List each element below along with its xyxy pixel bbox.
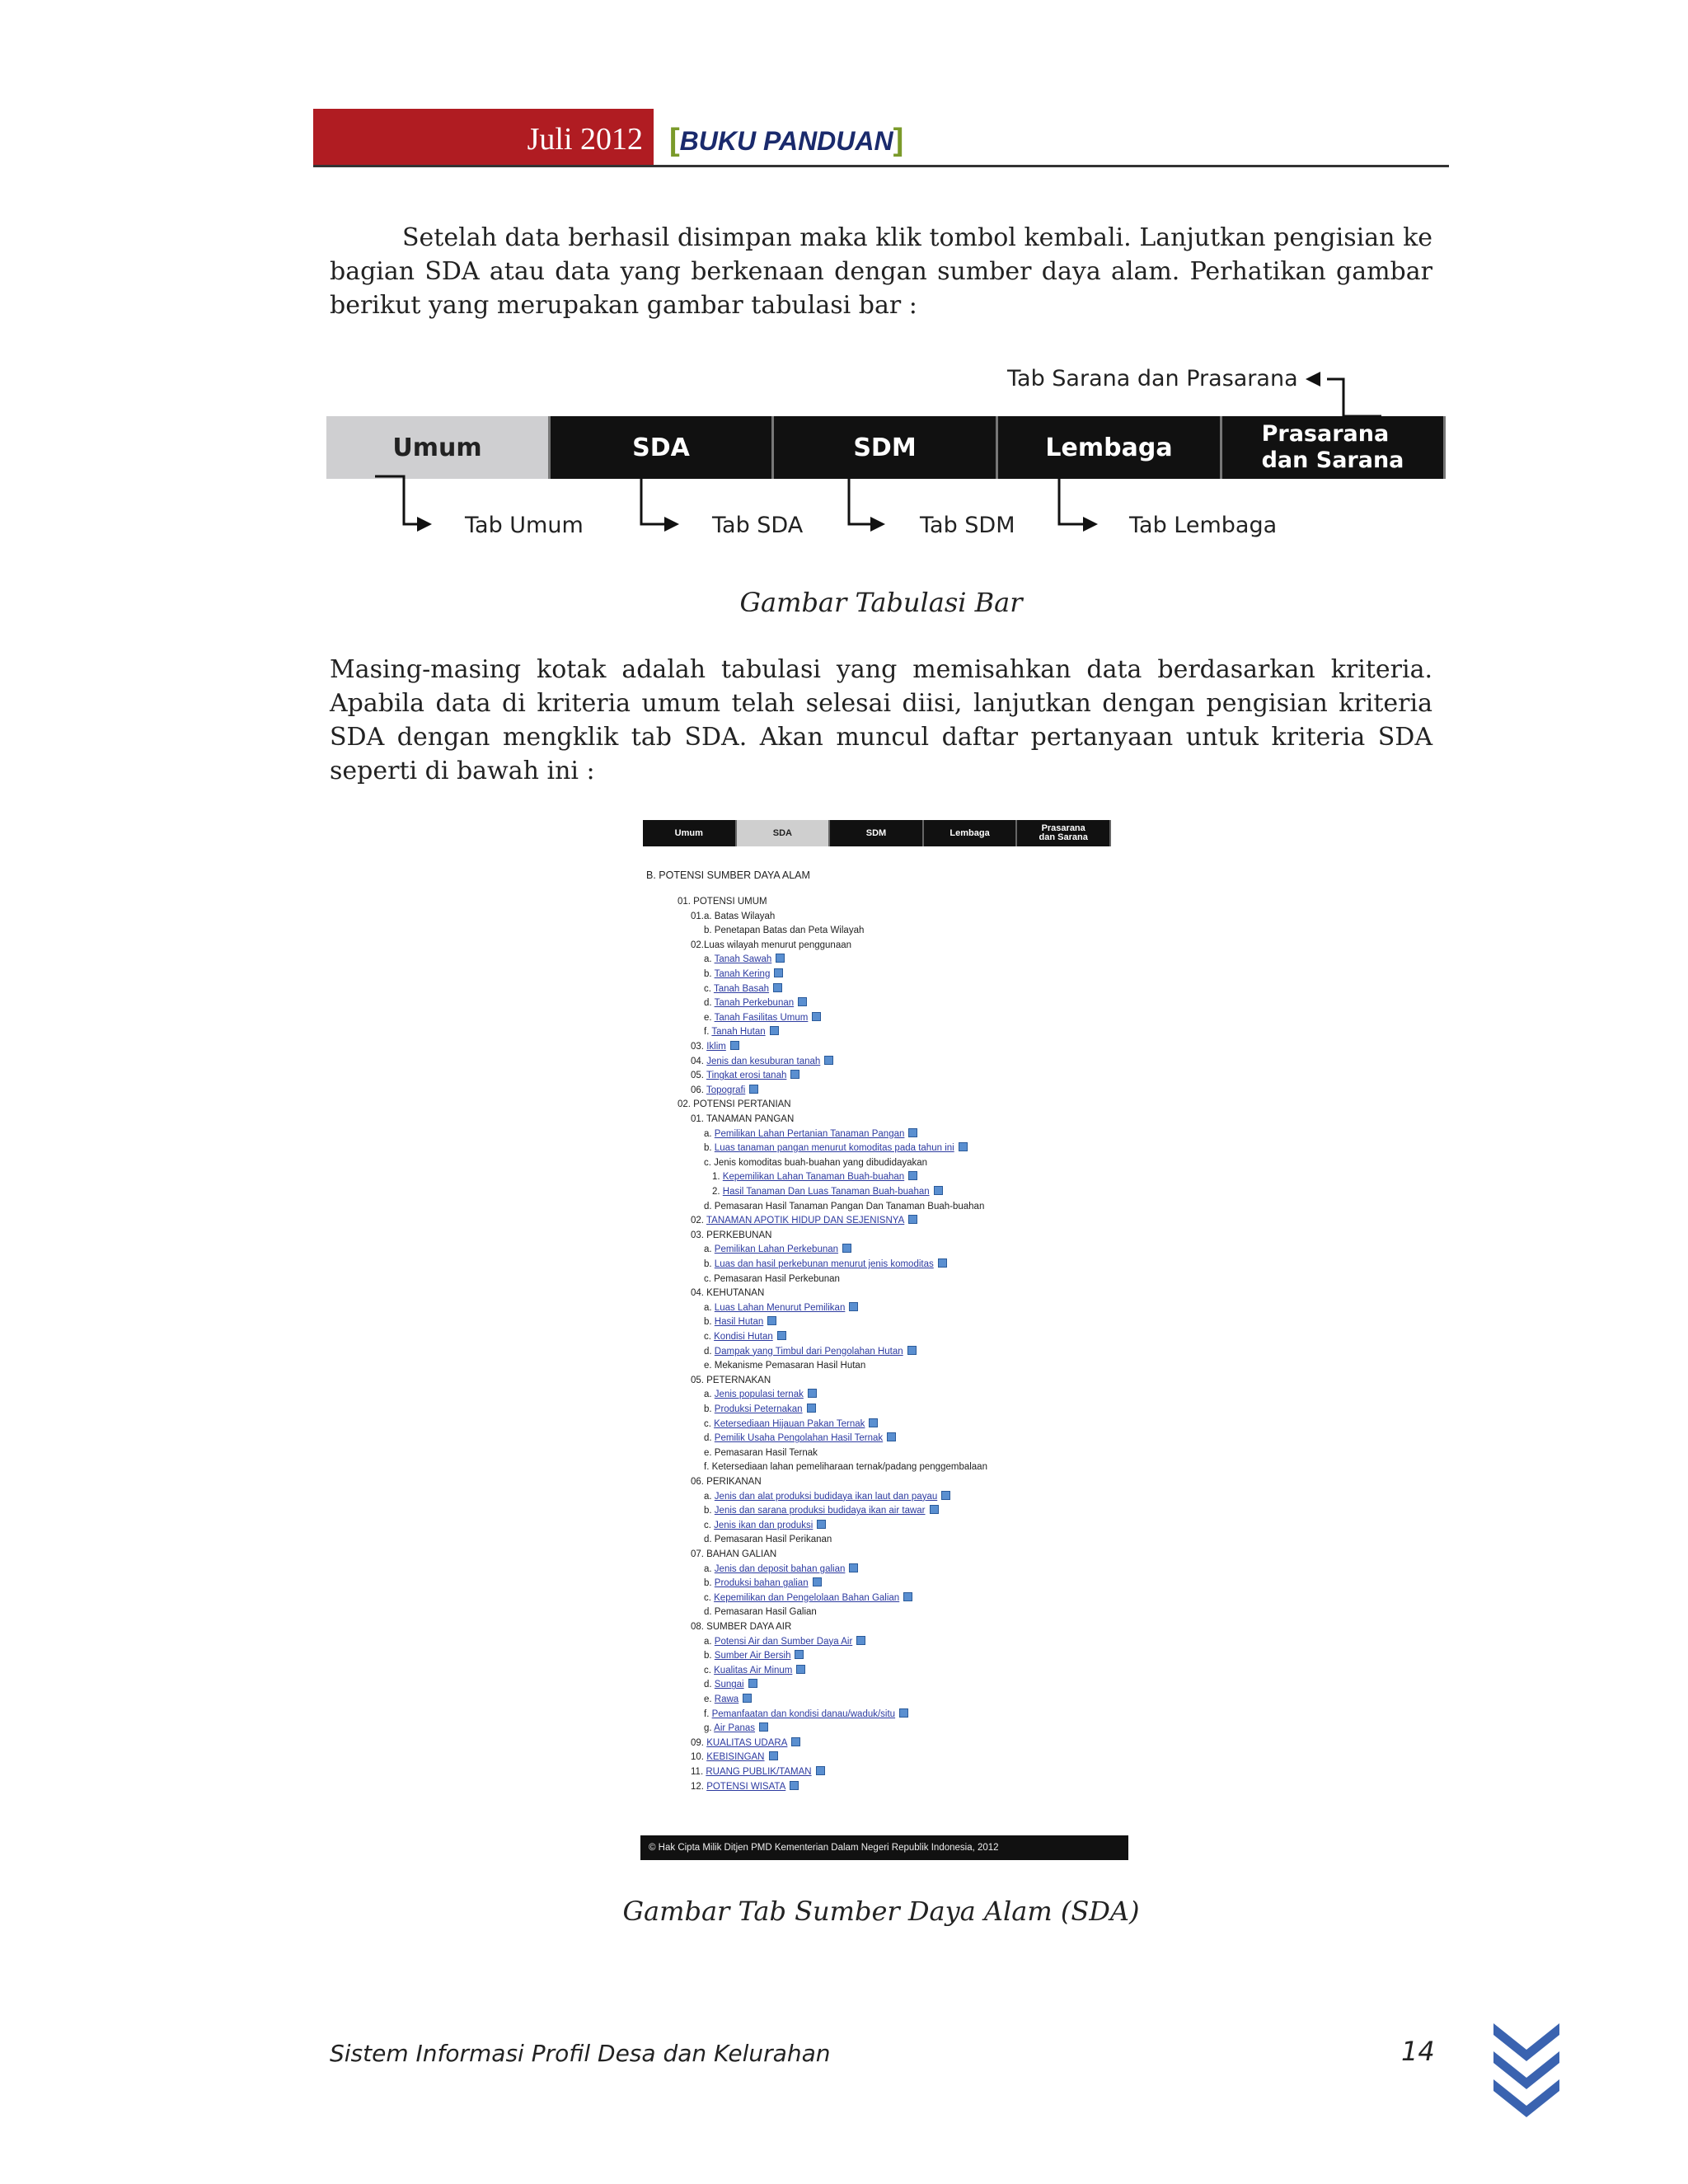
edit-icon[interactable] xyxy=(807,1404,816,1413)
mini-list-item: f. Ketersediaan lahan pemeliharaan ternak/padang penggembalaan xyxy=(704,1462,987,1473)
mini-list-link[interactable]: Tanah Basah xyxy=(713,983,770,994)
mini-list-link[interactable]: Produksi bahan galian xyxy=(714,1578,809,1589)
mini-list-item[interactable]: 04. Jenis dan kesuburan tanah xyxy=(691,1056,833,1067)
mini-list-item[interactable]: a. Jenis dan deposit bahan galian xyxy=(704,1563,858,1575)
mini-list-link[interactable]: Tingkat erosi tanah xyxy=(706,1071,787,1081)
edit-icon[interactable] xyxy=(908,1171,917,1180)
mini-list-link[interactable]: Tanah Hutan xyxy=(711,1027,766,1038)
mini-list-item: 08. SUMBER DAYA AIR xyxy=(691,1622,792,1632)
mini-list-link[interactable]: Jenis populasi ternak xyxy=(714,1390,804,1400)
mini-list-item[interactable]: e. Tanah Fasilitas Umum xyxy=(704,1012,821,1024)
edit-icon[interactable] xyxy=(842,1244,851,1253)
mini-list-item[interactable]: 05. Tingkat erosi tanah xyxy=(691,1070,799,1081)
mini-list-item[interactable]: f. Pemanfaatan dan kondisi danau/waduk/situ xyxy=(704,1708,908,1720)
mini-tab-prasarana: Prasarana dan Sarana xyxy=(1017,820,1111,846)
edit-icon[interactable] xyxy=(869,1418,878,1427)
mini-list-link[interactable]: Jenis dan deposit bahan galian xyxy=(714,1563,846,1574)
mini-list-link[interactable]: Dampak yang Timbul dari Pengolahan Hutan xyxy=(714,1346,903,1357)
mini-tab-sda: SDA xyxy=(737,820,831,846)
caption-tab-bar: Gambar Tabulasi Bar xyxy=(739,587,1023,618)
mini-list-item: 01. POTENSI UMUM xyxy=(678,897,767,907)
edit-icon[interactable] xyxy=(849,1563,858,1572)
callout-sdm: Tab SDM xyxy=(920,513,1015,538)
mini-list-item[interactable]: c. Jenis ikan dan produksi xyxy=(704,1520,826,1531)
tab-sda: SDA xyxy=(551,416,774,479)
mini-list-link[interactable]: Luas tanaman pangan menurut komoditas pada tahun ini xyxy=(714,1143,954,1154)
mini-list-link[interactable]: Luas Lahan Menurut Pemilikan xyxy=(714,1302,846,1313)
edit-icon[interactable] xyxy=(938,1258,947,1268)
callout-arrows xyxy=(0,0,1688,577)
edit-icon[interactable] xyxy=(930,1505,939,1514)
mini-list-link[interactable]: Jenis dan sarana produksi budidaya ikan air tawar xyxy=(714,1506,926,1516)
mini-copyright-bar: © Hak Cipta Milik Ditjen PMD Kementerian Dalam Negeri Republik Indonesia, 2012 xyxy=(640,1835,1128,1860)
edit-icon[interactable] xyxy=(730,1041,739,1050)
edit-icon[interactable] xyxy=(774,968,783,977)
edit-icon[interactable] xyxy=(749,1085,758,1094)
mini-list-link[interactable]: Potensi Air dan Sumber Daya Air xyxy=(714,1636,853,1647)
mini-list-item: 02. POTENSI PERTANIAN xyxy=(678,1099,791,1110)
mini-list-link[interactable]: Jenis ikan dan produksi xyxy=(714,1520,814,1530)
mini-list-link[interactable]: Topografi xyxy=(706,1085,746,1095)
mini-list-item[interactable]: a. Jenis dan alat produksi budidaya ikan laut dan payau xyxy=(704,1491,950,1502)
mini-list-item[interactable]: c. Kepemilikan dan Pengelolaan Bahan Galian xyxy=(704,1592,912,1604)
mini-list-item[interactable]: 12. POTENSI WISATA xyxy=(691,1781,799,1793)
paragraph-intro: Setelah data berhasil disimpan maka klik tombol kembali. Lanjutkan pengisian ke bagian SDA atau data yang berkenaan dengan sumber daya alam. Perhatikan gambar berikut yang merupakan gambar tabulasi bar : xyxy=(330,223,1432,320)
mini-list-link[interactable]: Kualitas Air Minum xyxy=(714,1665,793,1675)
mini-list-item[interactable]: a. Tanah Sawah xyxy=(704,954,785,965)
mini-list-link[interactable]: TANAMAN APOTIK HIDUP DAN SEJENISNYA xyxy=(706,1216,905,1226)
edit-icon[interactable] xyxy=(934,1186,943,1195)
mini-list-item[interactable]: b. Tanah Kering xyxy=(704,968,783,980)
sda-screenshot xyxy=(643,820,1129,1863)
mini-list-item[interactable]: d. Sungai xyxy=(704,1679,757,1690)
mini-list-link[interactable]: POTENSI WISATA xyxy=(706,1781,786,1792)
mini-tab-umum: Umum xyxy=(643,820,737,846)
edit-icon[interactable] xyxy=(887,1432,896,1441)
edit-icon[interactable] xyxy=(908,1128,917,1137)
mini-list-item: 01. TANAMAN PANGAN xyxy=(691,1114,795,1124)
edit-icon[interactable] xyxy=(743,1694,752,1703)
edit-icon[interactable] xyxy=(813,1577,822,1586)
mini-list-item: e. Pemasaran Hasil Ternak xyxy=(704,1447,818,1458)
mini-list-link[interactable]: Kepemilikan Lahan Tanaman Buah-buahan xyxy=(722,1172,905,1183)
mini-heading: B. POTENSI SUMBER DAYA ALAM xyxy=(646,869,810,881)
edit-icon[interactable] xyxy=(759,1722,768,1732)
edit-icon[interactable] xyxy=(769,1751,778,1760)
mini-list-link[interactable]: Sumber Air Bersih xyxy=(714,1651,791,1661)
mini-list-link[interactable]: Pemanfaatan dan kondisi danau/waduk/situ xyxy=(711,1708,896,1719)
mini-list-link[interactable]: Luas dan hasil perkebunan menurut jenis komoditas xyxy=(714,1259,934,1269)
mini-list-link[interactable]: Tanah Sawah xyxy=(714,954,772,965)
mini-list-link[interactable]: Hasil Tanaman Dan Luas Tanaman Buah-buahan xyxy=(722,1187,930,1197)
edit-icon[interactable] xyxy=(798,997,807,1006)
mini-list-item: e. Mekanisme Pemasaran Hasil Hutan xyxy=(704,1361,866,1371)
mini-list-item[interactable]: a. Jenis populasi ternak xyxy=(704,1389,817,1400)
mini-tab-bar xyxy=(643,820,1111,846)
mini-list-link[interactable]: Pemilikan Lahan Perkebunan xyxy=(714,1244,839,1255)
mini-list-link[interactable]: Pemilik Usaha Pengolahan Hasil Ternak xyxy=(714,1433,884,1444)
mini-list-item[interactable]: 06. Topografi xyxy=(691,1085,758,1096)
mini-list-link[interactable]: Kepemilikan dan Pengelolaan Bahan Galian xyxy=(714,1592,900,1603)
mini-list-item: 06. PERIKANAN xyxy=(691,1477,762,1487)
header-title-text: BUKU PANDUAN xyxy=(679,126,893,156)
mini-list-link[interactable]: RUANG PUBLIK/TAMAN xyxy=(706,1767,812,1777)
mini-list-link[interactable]: Hasil Hutan xyxy=(714,1317,764,1328)
callout-lembaga: Tab Lembaga xyxy=(1129,513,1278,538)
mini-list-item[interactable]: c. Kualitas Air Minum xyxy=(704,1665,805,1676)
mini-list-item: b. Penetapan Batas dan Peta Wilayah xyxy=(704,926,865,936)
mini-list-item[interactable]: b. Luas tanaman pangan menurut komoditas pada tahun ini xyxy=(704,1142,968,1154)
edit-icon[interactable] xyxy=(773,983,782,992)
mini-list-item: d. Pemasaran Hasil Perikanan xyxy=(704,1535,832,1545)
mini-list-link[interactable]: Tanah Perkebunan xyxy=(714,998,795,1009)
edit-icon[interactable] xyxy=(776,954,785,963)
edit-icon[interactable] xyxy=(790,1781,799,1790)
mini-list-item[interactable]: 10. KEBISINGAN xyxy=(691,1751,778,1763)
mini-list-item: 04. KEHUTANAN xyxy=(691,1288,765,1299)
edit-icon[interactable] xyxy=(748,1679,757,1688)
edit-icon[interactable] xyxy=(816,1766,825,1775)
mini-list-link[interactable]: Ketersediaan Hijauan Pakan Ternak xyxy=(714,1418,865,1429)
mini-list-item: c. Jenis komoditas buah-buahan yang dibudidayakan xyxy=(704,1157,928,1168)
mini-list-item[interactable]: e. Rawa xyxy=(704,1694,752,1705)
edit-icon[interactable] xyxy=(959,1142,968,1151)
mini-list-item: 03. PERKEBUNAN xyxy=(691,1230,772,1240)
mini-list-link[interactable]: Rawa xyxy=(714,1694,739,1704)
edit-icon[interactable] xyxy=(796,1665,805,1674)
mini-list-item: d. Pemasaran Hasil Galian xyxy=(704,1607,817,1618)
mini-list-item[interactable]: d. Tanah Perkebunan xyxy=(704,997,807,1009)
edit-icon[interactable] xyxy=(903,1592,912,1601)
mini-list-item[interactable]: a. Potensi Air dan Sumber Daya Air xyxy=(704,1636,865,1647)
edit-icon[interactable] xyxy=(849,1302,858,1311)
mini-list-item[interactable]: 09. KUALITAS UDARA xyxy=(691,1737,800,1749)
mini-list-item: 02.Luas wilayah menurut penggunaan xyxy=(691,940,852,950)
edit-icon[interactable] xyxy=(770,1026,779,1035)
edit-icon[interactable] xyxy=(808,1389,817,1398)
mini-list-item[interactable]: 02. TANAMAN APOTIK HIDUP DAN SEJENISNYA xyxy=(691,1215,917,1226)
mini-list-link[interactable]: Jenis dan alat produksi budidaya ikan laut dan payau xyxy=(714,1491,938,1502)
bracket-open: [ xyxy=(669,123,680,157)
mini-list-item[interactable]: g. Air Panas xyxy=(704,1722,768,1734)
mini-list-link[interactable]: Produksi Peternakan xyxy=(714,1404,803,1414)
edit-icon[interactable] xyxy=(790,1070,799,1079)
edit-icon[interactable] xyxy=(907,1346,917,1355)
mini-list-link[interactable]: Tanah Fasilitas Umum xyxy=(714,1012,809,1023)
mini-list-link[interactable]: Tanah Kering xyxy=(714,969,771,979)
edit-icon[interactable] xyxy=(817,1520,826,1529)
mini-list-item[interactable]: d. Pemilik Usaha Pengolahan Hasil Ternak xyxy=(704,1432,896,1444)
mini-tab-lembaga: Lembaga xyxy=(924,820,1018,846)
edit-icon[interactable] xyxy=(795,1650,804,1659)
paragraph-explanation: Masing-masing kotak adalah tabulasi yang memisahkan data berdasarkan kriteria. Apabila data di kriteria umum telah selesai diisi, lanjutkan dengan pengisian kriteria SDA dengan mengklik tab SDA. Akan muncul daftar pertanyaan untuk kriteria SDA seperti di bawah ini : xyxy=(330,655,1432,785)
mini-list-item[interactable]: 03. Iklim xyxy=(691,1041,739,1052)
edit-icon[interactable] xyxy=(767,1316,776,1325)
mini-list-item[interactable]: b. Jenis dan sarana produksi budidaya ikan air tawar xyxy=(704,1505,939,1516)
mini-list-item[interactable]: 1. Kepemilikan Lahan Tanaman Buah-buahan xyxy=(712,1171,917,1183)
edit-icon[interactable] xyxy=(899,1708,908,1718)
callout-sarana: Tab Sarana dan Prasarana xyxy=(1007,366,1298,391)
mini-list-link[interactable]: Jenis dan kesuburan tanah xyxy=(706,1056,821,1066)
edit-icon[interactable] xyxy=(824,1056,833,1065)
edit-icon[interactable] xyxy=(856,1636,865,1645)
mini-list-item[interactable]: a. Pemilikan Lahan Pertanian Tanaman Pangan xyxy=(704,1128,917,1140)
mini-list-item[interactable]: c. Ketersediaan Hijauan Pakan Ternak xyxy=(704,1418,878,1430)
mini-list-link[interactable]: Kondisi Hutan xyxy=(714,1332,773,1342)
mini-list-item[interactable]: b. Sumber Air Bersih xyxy=(704,1650,804,1661)
mini-list-item[interactable]: d. Dampak yang Timbul dari Pengolahan Hutan xyxy=(704,1346,917,1357)
tab-lembaga: Lembaga xyxy=(998,416,1222,479)
mini-list-item: 07. BAHAN GALIAN xyxy=(691,1549,777,1559)
edit-icon[interactable] xyxy=(791,1737,800,1746)
mini-list-link[interactable]: KEBISINGAN xyxy=(706,1752,765,1763)
mini-tab-sdm: SDM xyxy=(830,820,924,846)
caption-sda: Gambar Tab Sumber Daya Alam (SDA) xyxy=(622,1896,1140,1927)
mini-list-link[interactable]: Pemilikan Lahan Pertanian Tanaman Pangan xyxy=(714,1128,905,1139)
mini-list-item[interactable]: b. Luas dan hasil perkebunan menurut jenis komoditas xyxy=(704,1258,947,1270)
mini-list-item: 05. PETERNAKAN xyxy=(691,1375,771,1385)
callout-sda: Tab SDA xyxy=(712,513,804,538)
mini-list-item: 01.a. Batas Wilayah xyxy=(691,911,776,921)
tab-sdm: SDM xyxy=(774,416,998,479)
bracket-close: ] xyxy=(893,123,904,157)
mini-list-link[interactable]: Iklim xyxy=(706,1042,726,1052)
mini-list-item[interactable]: b. Produksi Peternakan xyxy=(704,1404,816,1415)
mini-list-item: d. Pemasaran Hasil Tanaman Pangan Dan Tanaman Buah-buahan xyxy=(704,1201,985,1212)
edit-icon[interactable] xyxy=(941,1491,950,1500)
header-date: Juli 2012 xyxy=(527,122,643,157)
footer-title: Sistem Informasi Profil Desa dan Kelurahan xyxy=(330,2040,831,2067)
mini-list-link[interactable]: KUALITAS UDARA xyxy=(706,1737,788,1748)
edit-icon[interactable] xyxy=(777,1331,786,1340)
mini-list-item[interactable]: b. Hasil Hutan xyxy=(704,1316,776,1328)
callout-umum: Tab Umum xyxy=(465,513,584,538)
mini-list-link[interactable]: Sungai xyxy=(714,1680,744,1690)
edit-icon[interactable] xyxy=(908,1215,917,1224)
mini-list-item[interactable]: 11. RUANG PUBLIK/TAMAN xyxy=(691,1766,825,1778)
mini-list-item[interactable]: 2. Hasil Tanaman Dan Luas Tanaman Buah-buahan xyxy=(712,1186,943,1197)
mini-list-item[interactable]: b. Produksi bahan galian xyxy=(704,1577,822,1589)
page-number: 14 xyxy=(1401,2036,1435,2067)
mini-list-item[interactable]: a. Luas Lahan Menurut Pemilikan xyxy=(704,1302,858,1314)
mini-list-link[interactable]: Air Panas xyxy=(714,1723,756,1734)
mini-list-item[interactable]: f. Tanah Hutan xyxy=(704,1026,779,1038)
mini-list-item[interactable]: c. Tanah Basah xyxy=(704,983,782,995)
mini-list-item[interactable]: c. Kondisi Hutan xyxy=(704,1331,786,1343)
edit-icon[interactable] xyxy=(812,1012,821,1021)
tab-umum: Umum xyxy=(326,416,551,479)
mini-list-item: c. Pemasaran Hasil Perkebunan xyxy=(704,1273,840,1284)
tab-prasarana: Prasarana dan Sarana xyxy=(1222,416,1446,479)
chevron-down-icon xyxy=(1493,2023,1559,2122)
mini-list-item[interactable]: a. Pemilikan Lahan Perkebunan xyxy=(704,1244,851,1255)
